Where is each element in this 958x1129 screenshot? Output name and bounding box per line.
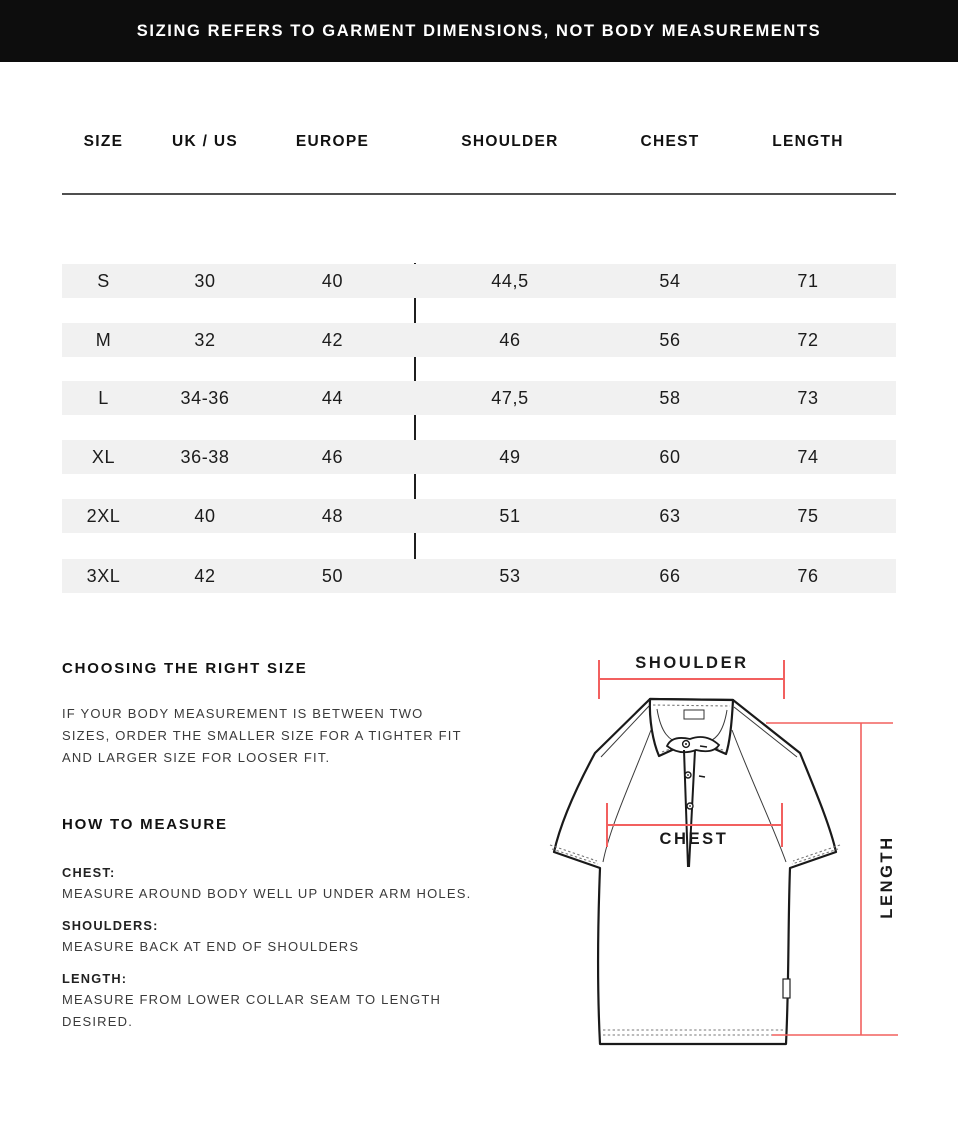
header-chest: CHEST (640, 133, 700, 150)
cell-uk-us: 42 (194, 565, 216, 586)
size-table-header (62, 128, 896, 156)
polo-shirt-measurement-diagram (540, 645, 958, 1129)
cell-chest: 56 (659, 329, 681, 350)
cell-europe: 44 (321, 387, 344, 408)
cell-size: M (95, 329, 112, 350)
measure-text-line: MEASURE BACK AT END OF SHOULDERS (62, 939, 360, 954)
measure-label: LENGTH: (62, 971, 128, 986)
collar-label (684, 710, 704, 719)
table-row (62, 440, 896, 474)
cell-length: 72 (797, 329, 819, 350)
header-size: SIZE (83, 133, 124, 150)
measure-item-chest (62, 863, 532, 905)
table-row (62, 381, 896, 415)
cell-size: L (98, 387, 109, 408)
measure-label: SHOULDERS: (62, 918, 159, 933)
cell-length: 74 (797, 446, 819, 467)
diagram-length-label: LENGTH (878, 835, 896, 919)
table-row (62, 323, 896, 357)
cell-uk-us: 40 (194, 505, 216, 526)
paragraph-line: SIZES, ORDER THE SMALLER SIZE FOR A TIGHTER FIT (62, 728, 462, 743)
cell-uk-us: 34-36 (180, 387, 230, 408)
cell-chest: 54 (659, 270, 681, 291)
cell-length: 76 (797, 565, 819, 586)
table-row (62, 264, 896, 298)
measure-text-line: DESIRED. (62, 1014, 134, 1029)
cell-size: XL (91, 446, 116, 467)
header-length: LENGTH (772, 133, 844, 150)
cell-shoulder: 46 (499, 329, 521, 350)
cell-size: S (97, 270, 110, 291)
measure-text-line: MEASURE AROUND BODY WELL UP UNDER ARM HOLES. (62, 886, 472, 901)
cell-shoulder: 51 (499, 505, 521, 526)
header-divider-line (62, 193, 896, 195)
cell-shoulder: 49 (499, 446, 521, 467)
choosing-size-paragraph (62, 703, 502, 769)
cell-uk-us: 30 (194, 270, 216, 291)
header-shoulder: SHOULDER (461, 133, 559, 150)
cell-chest: 60 (659, 446, 681, 467)
cell-europe: 42 (321, 329, 344, 350)
polo-shirt-svg (540, 645, 958, 1129)
cell-shoulder: 47,5 (491, 387, 529, 408)
cell-europe: 46 (321, 446, 344, 467)
table-row (62, 559, 896, 593)
side-seam-tag (783, 979, 790, 998)
cell-europe: 48 (321, 505, 344, 526)
cell-shoulder: 53 (499, 565, 521, 586)
cell-chest: 66 (659, 565, 681, 586)
cell-size: 2XL (86, 505, 121, 526)
paragraph-line: IF YOUR BODY MEASUREMENT IS BETWEEN TWO (62, 706, 424, 721)
cell-chest: 58 (659, 387, 681, 408)
cell-uk-us: 36-38 (180, 446, 230, 467)
cell-shoulder: 44,5 (491, 270, 529, 291)
button-band (667, 737, 719, 752)
measure-item-length (62, 969, 532, 1033)
cell-chest: 63 (659, 505, 681, 526)
cell-uk-us: 32 (194, 329, 216, 350)
cell-length: 75 (797, 505, 819, 526)
table-column-divider-line (414, 263, 416, 593)
header-uk-us: UK / US (172, 133, 238, 150)
diagram-shoulder-label: SHOULDER (635, 654, 749, 672)
cell-size: 3XL (86, 565, 121, 586)
measure-label: CHEST: (62, 865, 116, 880)
choosing-size-heading: CHOOSING THE RIGHT SIZE (62, 660, 308, 677)
paragraph-line: AND LARGER SIZE FOR LOOSER FIT. (62, 750, 331, 765)
how-to-measure-heading: HOW TO MEASURE (62, 816, 228, 833)
disclaimer-text: SIZING REFERS TO GARMENT DIMENSIONS, NOT BODY MEASUREMENTS (136, 21, 822, 40)
cell-length: 71 (797, 270, 819, 291)
header-europe: EUROPE (295, 133, 370, 150)
disclaimer-banner (0, 0, 958, 62)
table-row (62, 499, 896, 533)
cell-europe: 40 (321, 270, 344, 291)
measure-text-line: MEASURE FROM LOWER COLLAR SEAM TO LENGTH (62, 992, 442, 1007)
cell-length: 73 (797, 387, 819, 408)
diagram-chest-label: CHEST (659, 830, 729, 848)
cell-europe: 50 (321, 565, 344, 586)
measure-item-shoulders (62, 916, 532, 958)
